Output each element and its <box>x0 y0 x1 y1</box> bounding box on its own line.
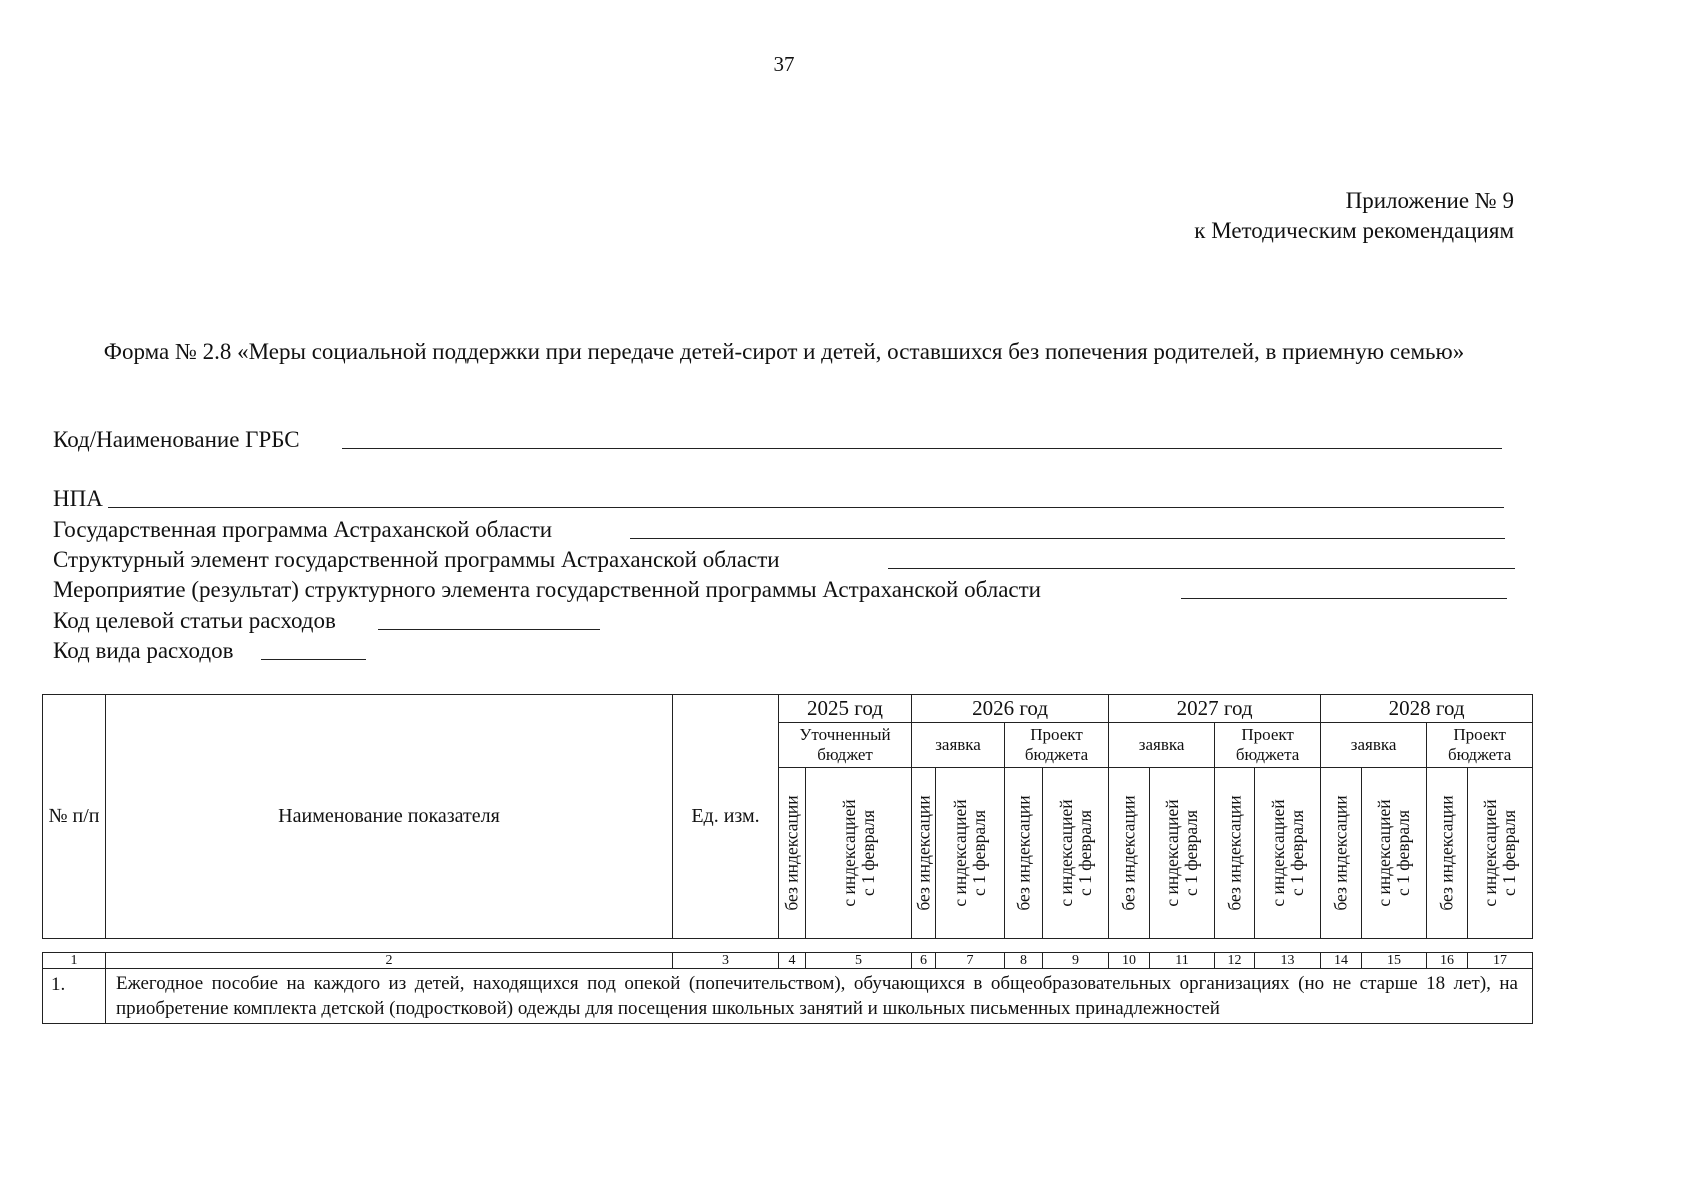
without-index-label: без индексации <box>1118 795 1139 911</box>
column-number: 13 <box>1255 953 1321 969</box>
with-index-line-2: с 1 февраля <box>1181 809 1202 897</box>
col-header-without-index <box>1321 768 1362 939</box>
expense-code-field[interactable] <box>53 636 233 666</box>
col-header-with-index <box>1468 768 1533 939</box>
table-header <box>42 694 1533 939</box>
column-number: 15 <box>1362 953 1427 969</box>
with-index-line-2: с 1 февраля <box>1393 809 1414 897</box>
col-header-num: № п/п <box>43 695 106 939</box>
without-index-label: без индексации <box>1330 795 1351 911</box>
expense-code-label: Код вида расходов <box>53 638 234 663</box>
with-index-line-2: с 1 февраля <box>857 809 878 897</box>
form-title: Форма № 2.8 «Меры социальной поддержки при передаче детей-сирот и детей, оставшихся без попечения родителей, в приемную семью» <box>103 339 1465 364</box>
with-index-label <box>840 799 878 906</box>
grbs-label: Код/Наименование ГРБС <box>53 427 300 452</box>
with-index-line-1: с индексацией <box>838 799 859 907</box>
with-index-line-1: с индексацией <box>1267 799 1288 907</box>
row-description: Ежегодное пособие на каждого из детей, находящихся под опекой (попечительством), обучающихся в общеобразовательных организациях (но не старше 18 лет), на приобретение комплекта детской (подростковой) одежды для посещения школьных занятий и школьных письменных принадлежностей <box>106 969 1533 1024</box>
with-index-line-1: с индексацией <box>1162 799 1183 907</box>
without-index-label: без индексации <box>1224 795 1245 911</box>
sub-header-2028-request: заявка <box>1321 723 1427 768</box>
col-header-with-index <box>1043 768 1109 939</box>
column-number-row <box>43 953 1533 969</box>
appendix-header <box>1194 186 1514 246</box>
with-index-line-1: с индексацией <box>1374 799 1395 907</box>
col-header-without-index <box>1109 768 1150 939</box>
with-index-line-1: с индексацией <box>1480 799 1501 907</box>
sub-header-2026-request: заявка <box>912 723 1005 768</box>
page-number: 37 <box>773 52 795 76</box>
gov-program-label: Государственная программа Астраханской области <box>53 517 553 542</box>
with-index-label <box>1375 799 1413 906</box>
col-header-with-index <box>936 768 1005 939</box>
table-body <box>42 952 1533 1024</box>
column-number: 12 <box>1215 953 1255 969</box>
with-index-line-2: с 1 февраля <box>1074 809 1095 897</box>
sub-header-2027-request: заявка <box>1109 723 1215 768</box>
sub-header-2027-project: Проект бюджета <box>1215 723 1321 768</box>
sub-header-2025-refined-budget: Уточненный бюджет <box>779 723 912 768</box>
event-field[interactable] <box>53 575 1041 605</box>
sub-header-2028-project: Проект бюджета <box>1427 723 1533 768</box>
column-number: 9 <box>1043 953 1109 969</box>
year-2026-header: 2026 год <box>912 695 1109 723</box>
column-number: 8 <box>1005 953 1043 969</box>
with-index-label <box>1057 799 1095 906</box>
appendix-line-2: к Методическим рекомендациям <box>1194 218 1514 243</box>
year-2027-header: 2027 год <box>1109 695 1321 723</box>
col-header-without-index <box>1427 768 1468 939</box>
event-blank-line <box>1181 598 1507 599</box>
col-header-without-index <box>779 768 806 939</box>
row-number: 1. <box>43 969 106 1024</box>
npa-blank-line <box>108 507 1504 508</box>
appendix-line-1: Приложение № 9 <box>1345 188 1514 213</box>
column-number: 3 <box>673 953 779 969</box>
grbs-blank-line <box>342 448 1502 449</box>
column-number: 16 <box>1427 953 1468 969</box>
col-header-with-index <box>1255 768 1321 939</box>
without-index-label: без индексации <box>781 795 802 911</box>
with-index-label <box>1269 799 1307 906</box>
col-header-with-index <box>806 768 912 939</box>
year-2028-header: 2028 год <box>1321 695 1533 723</box>
with-index-label <box>1481 799 1519 906</box>
col-header-with-index <box>1150 768 1215 939</box>
without-index-label: без индексации <box>1013 795 1034 911</box>
target-code-field[interactable] <box>53 606 336 636</box>
year-2025-header: 2025 год <box>779 695 912 723</box>
struct-element-label: Структурный элемент государственной программы Астраханской области <box>53 547 780 572</box>
with-index-label <box>1163 799 1201 906</box>
with-index-line-2: с 1 февраля <box>1286 809 1307 897</box>
col-header-without-index <box>1215 768 1255 939</box>
without-index-label: без индексации <box>1436 795 1457 911</box>
event-label: Мероприятие (результат) структурного элемента государственной программы Астраханской области <box>53 577 1041 602</box>
with-index-line-1: с индексацией <box>950 799 971 907</box>
column-number: 2 <box>106 953 673 969</box>
column-number: 11 <box>1150 953 1215 969</box>
column-number: 10 <box>1109 953 1150 969</box>
target-code-label: Код целевой статьи расходов <box>53 608 336 633</box>
col-header-without-index <box>912 768 936 939</box>
column-number: 5 <box>806 953 912 969</box>
column-number: 4 <box>779 953 806 969</box>
with-index-line-1: с индексацией <box>1055 799 1076 907</box>
struct-element-field[interactable] <box>53 545 780 575</box>
with-index-label <box>951 799 989 906</box>
column-number: 17 <box>1468 953 1533 969</box>
sub-header-2026-project: Проект бюджета <box>1005 723 1109 768</box>
col-header-with-index <box>1362 768 1427 939</box>
with-index-line-2: с 1 февраля <box>969 809 990 897</box>
grbs-field[interactable] <box>53 425 300 455</box>
npa-label: НПА <box>53 486 103 511</box>
gov-program-blank-line <box>630 538 1505 539</box>
col-header-without-index <box>1005 768 1043 939</box>
struct-element-blank-line <box>888 568 1515 569</box>
col-header-unit: Ед. изм. <box>673 695 779 939</box>
column-number: 6 <box>912 953 936 969</box>
column-number: 7 <box>936 953 1005 969</box>
column-number: 1 <box>43 953 106 969</box>
with-index-line-2: с 1 февраля <box>1499 809 1520 897</box>
without-index-label: без индексации <box>913 795 934 911</box>
col-header-name: Наименование показателя <box>106 695 673 939</box>
npa-field[interactable] <box>53 484 103 514</box>
column-number: 14 <box>1321 953 1362 969</box>
table-row <box>43 969 1533 1024</box>
gov-program-field[interactable] <box>53 515 552 545</box>
target-code-blank-line <box>378 629 600 630</box>
expense-code-blank-line <box>261 659 366 660</box>
